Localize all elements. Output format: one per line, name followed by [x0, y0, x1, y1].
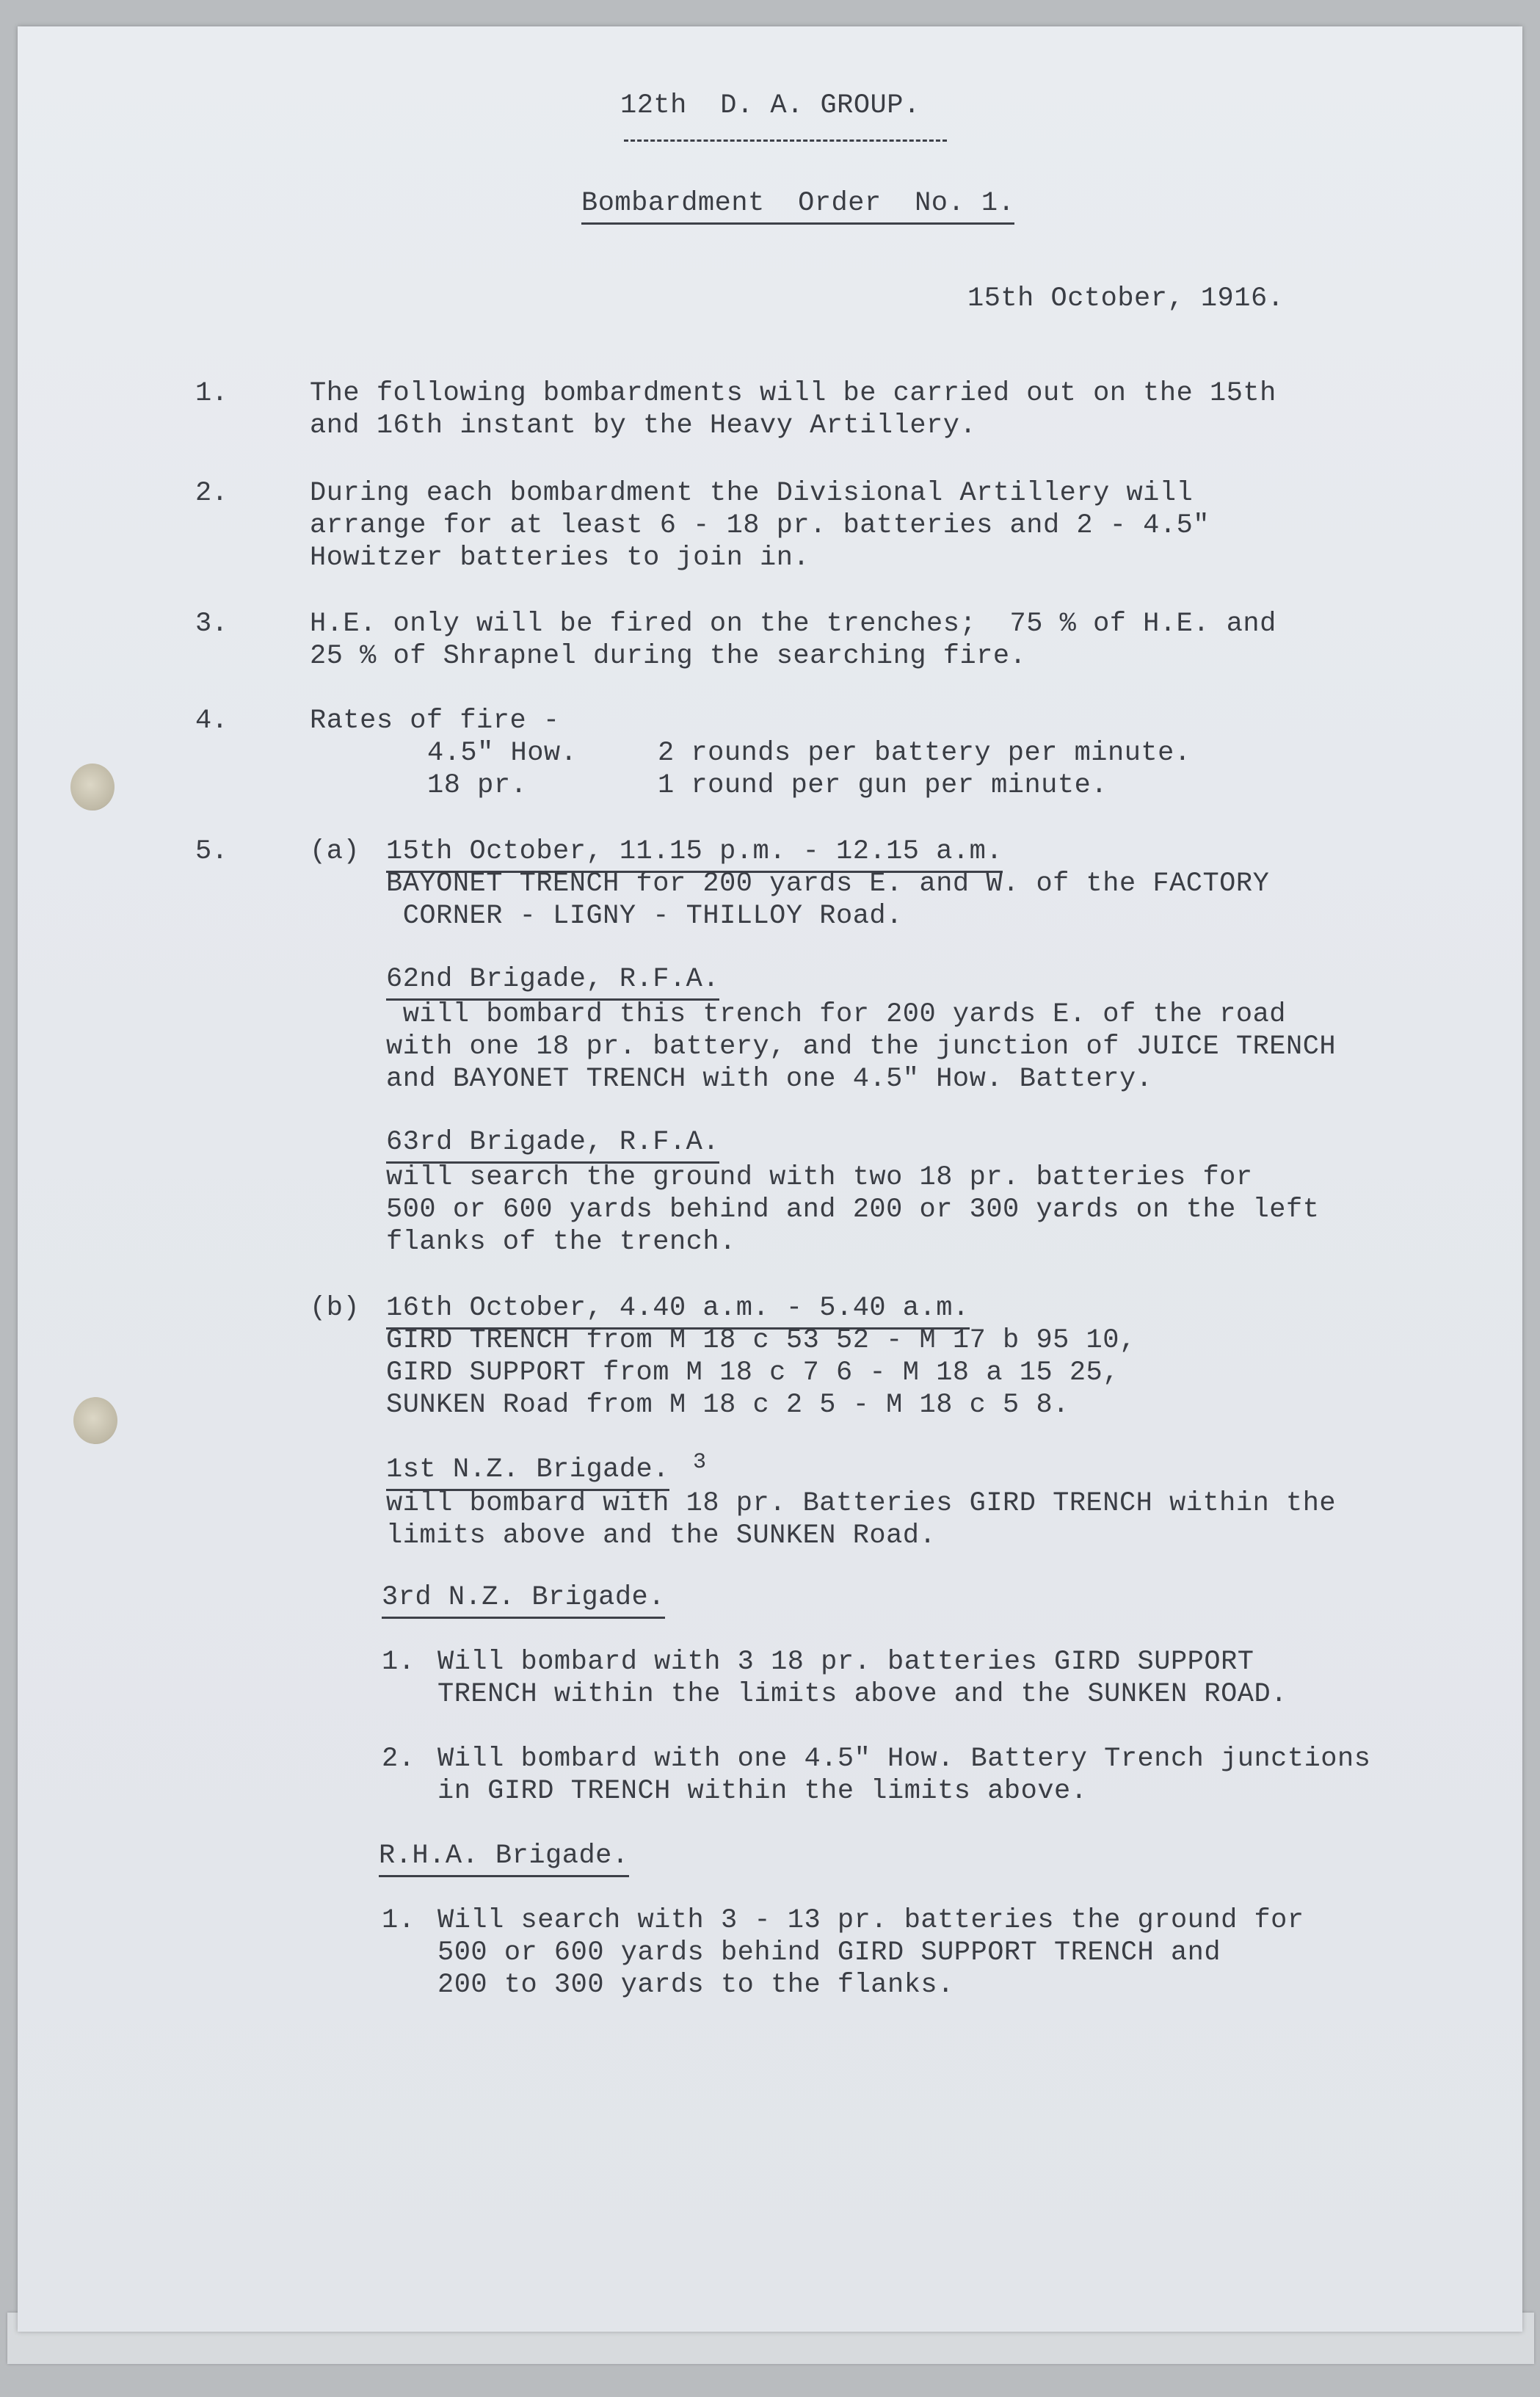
- order-date: 15th October, 1916.: [967, 283, 1285, 314]
- paragraph-1-line-1: The following bombardments will be carried out on the 15th: [310, 378, 1276, 409]
- section-b-line-1: GIRD TRENCH from M 18 c 53 52 - M 17 b 95 10,: [386, 1325, 1136, 1356]
- brigade-1st-nz-line-2: limits above and the SUNKEN Road.: [386, 1520, 937, 1551]
- paragraph-3-line-2: 25 % of Shrapnel during the searching fire.: [310, 641, 1027, 672]
- paragraph-number-2: 2.: [195, 478, 228, 509]
- rate-value-1: 2 rounds per battery per minute.: [658, 738, 1191, 769]
- section-b-line-3: SUNKEN Road from M 18 c 2 5 - M 18 c 5 8.: [386, 1390, 1069, 1421]
- brigade-3rd-nz-title: 3rd N.Z. Brigade.: [382, 1581, 665, 1619]
- paragraph-number-5: 5.: [195, 836, 228, 867]
- brigade-1st-nz-line-1: will bombard with 18 pr. Batteries GIRD TRENCH within the: [386, 1488, 1337, 1519]
- brigade-3rd-nz-item-2-line-1: Will bombard with one 4.5" How. Battery Trench junctions: [437, 1744, 1371, 1774]
- brigade-63rd-line-1: will search the ground with two 18 pr. batteries for: [386, 1162, 1253, 1193]
- paragraph-number-4: 4.: [195, 706, 228, 736]
- section-a-line-1: BAYONET TRENCH for 200 yards E. and W. of the FACTORY: [386, 868, 1270, 899]
- paragraph-2-line-1: During each bombardment the Divisional Artillery will: [310, 478, 1194, 509]
- brigade-63rd-line-2: 500 or 600 yards behind and 200 or 300 yards on the left: [386, 1194, 1320, 1225]
- brigade-1st-nz-title: 1st N.Z. Brigade.: [386, 1454, 669, 1491]
- punch-hole-top: [70, 764, 115, 811]
- brigade-3rd-nz-item-1-line-2: TRENCH within the limits above and the SUNKEN ROAD.: [437, 1679, 1287, 1710]
- paragraph-2-line-2: arrange for at least 6 - 18 pr. batteries and 2 - 4.5": [310, 510, 1210, 541]
- brigade-rha-item-1-number: 1.: [382, 1905, 415, 1936]
- rates-of-fire-title: Rates of fire -: [310, 706, 560, 736]
- rate-gun-1: 4.5" How.: [427, 738, 578, 769]
- brigade-3rd-nz-item-2-line-2: in GIRD TRENCH within the limits above.: [437, 1776, 1088, 1807]
- brigade-62nd-line-2: with one 18 pr. battery, and the junction of JUICE TRENCH: [386, 1031, 1337, 1062]
- rate-value-2: 1 round per gun per minute.: [658, 770, 1108, 801]
- paragraph-3-line-1: H.E. only will be fired on the trenches; 75 % of H.E. and: [310, 609, 1276, 639]
- section-b-heading: 16th October, 4.40 a.m. - 5.40 a.m.: [386, 1292, 970, 1330]
- brigade-63rd-line-3: flanks of the trench.: [386, 1227, 736, 1258]
- brigade-3rd-nz-item-2-number: 2.: [382, 1744, 415, 1774]
- brigade-rha-item-1-line-3: 200 to 300 yards to the flanks.: [437, 1970, 954, 2001]
- group-heading: 12th D. A. GROUP.: [620, 90, 920, 121]
- paragraph-number-1: 1.: [195, 378, 228, 409]
- brigade-63rd-title: 63rd Brigade, R.F.A.: [386, 1126, 719, 1164]
- group-heading-underline: [624, 139, 947, 142]
- section-b-label: (b): [310, 1293, 360, 1324]
- punch-hole-bottom: [73, 1397, 117, 1444]
- section-a-label: (a): [310, 836, 360, 867]
- paragraph-number-3: 3.: [195, 609, 228, 639]
- brigade-rha-title: R.H.A. Brigade.: [379, 1840, 629, 1877]
- section-b-line-2: GIRD SUPPORT from M 18 c 7 6 - M 18 a 15 25,: [386, 1357, 1119, 1388]
- handwritten-insert: 3: [693, 1450, 707, 1475]
- brigade-3rd-nz-item-1-line-1: Will bombard with 3 18 pr. batteries GIRD SUPPORT: [437, 1647, 1254, 1678]
- brigade-rha-item-1-line-2: 500 or 600 yards behind GIRD SUPPORT TRENCH and: [437, 1937, 1221, 1968]
- brigade-62nd-title: 62nd Brigade, R.F.A.: [386, 963, 719, 1001]
- paragraph-2-line-3: Howitzer batteries to join in.: [310, 543, 810, 573]
- section-a-line-2: CORNER - LIGNY - THILLOY Road.: [386, 901, 903, 932]
- brigade-62nd-line-1: will bombard this trench for 200 yards E. of the road: [386, 999, 1286, 1030]
- rate-gun-2: 18 pr.: [427, 770, 528, 801]
- section-a-heading: 15th October, 11.15 p.m. - 12.15 a.m.: [386, 835, 1003, 873]
- order-title: Bombardment Order No. 1.: [581, 187, 1014, 225]
- brigade-rha-item-1-line-1: Will search with 3 - 13 pr. batteries the ground for: [437, 1905, 1304, 1936]
- brigade-3rd-nz-item-1-number: 1.: [382, 1647, 415, 1678]
- paragraph-1-line-2: and 16th instant by the Heavy Artillery.: [310, 410, 977, 441]
- brigade-62nd-line-3: and BAYONET TRENCH with one 4.5" How. Battery.: [386, 1064, 1153, 1095]
